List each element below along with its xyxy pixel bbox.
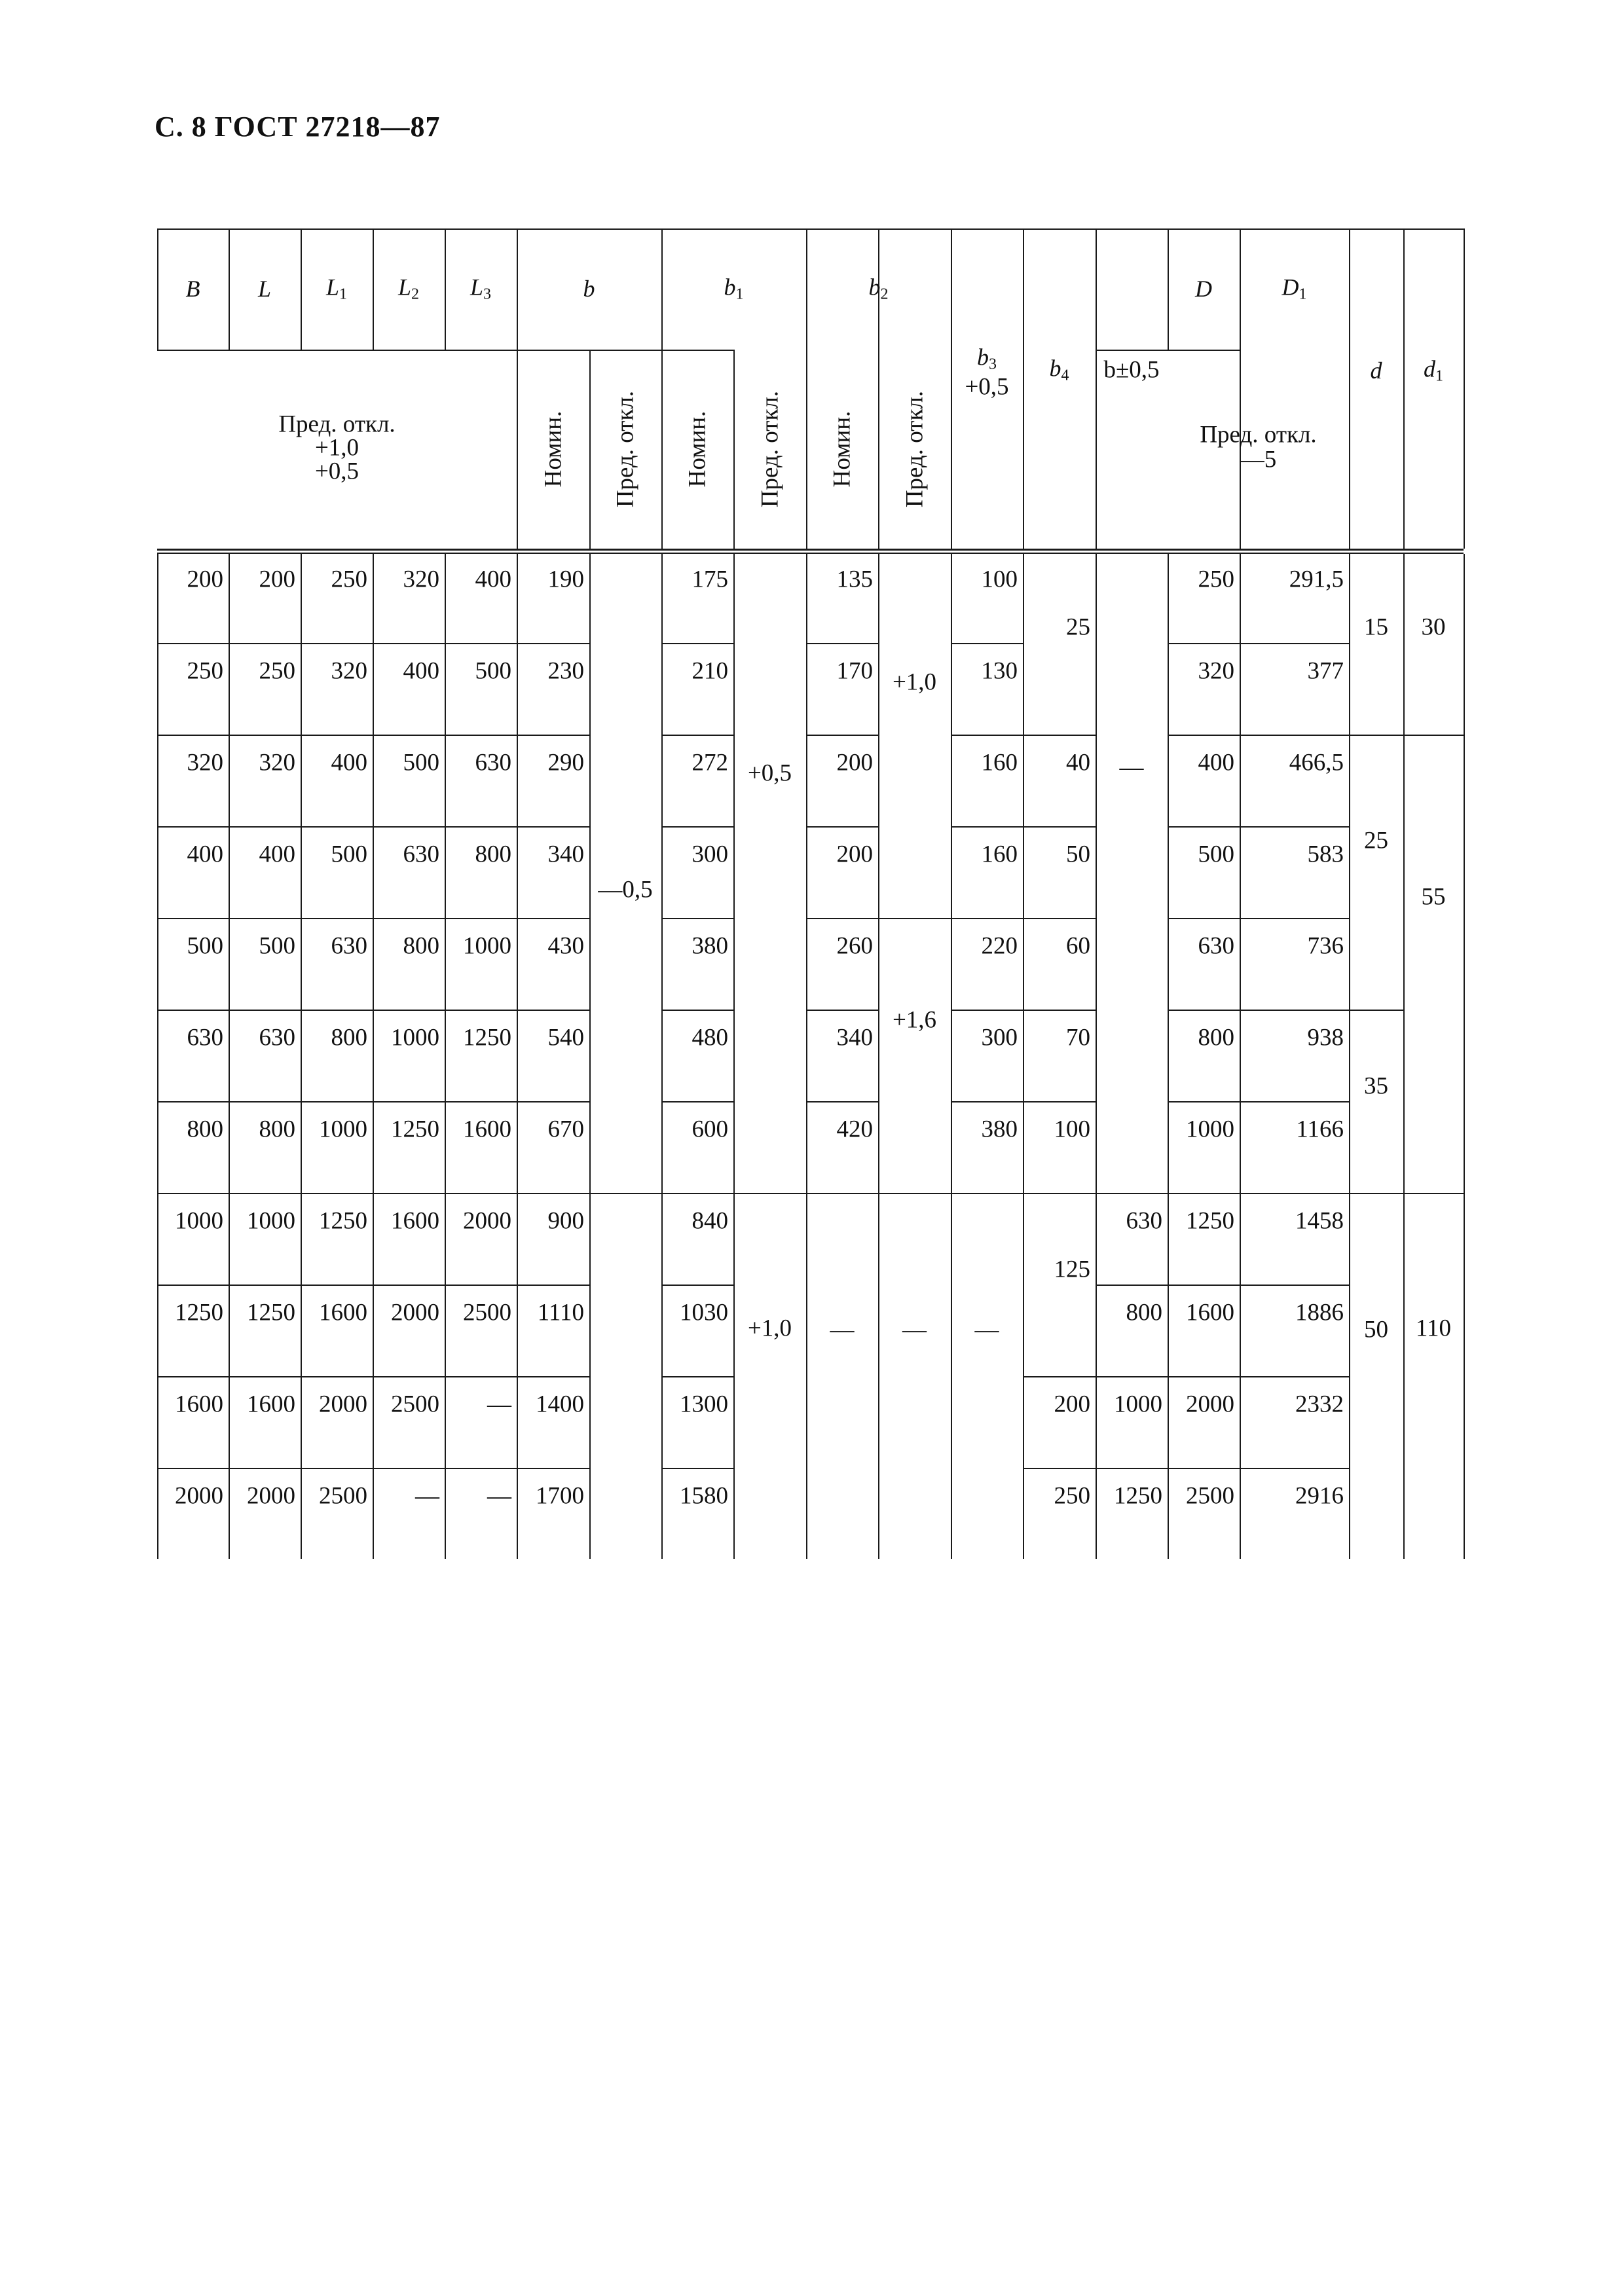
row-rule (1168, 1010, 1403, 1011)
table-cell-d1: 1886 (1295, 1299, 1344, 1326)
row-rule (951, 643, 1023, 644)
table-cell-b1: 480 (691, 1024, 728, 1051)
row-rule (1168, 826, 1349, 828)
table-cell-b4: 60 (1066, 932, 1090, 960)
b3-dash: — (974, 1316, 999, 1343)
table-cell-l2: 1000 (391, 1024, 439, 1051)
header-tol-lower: +0,5 (314, 458, 359, 485)
table-cell-l1: 250 (331, 566, 367, 593)
table-cell-l1: 320 (331, 657, 367, 685)
body-col-rule (1168, 554, 1169, 1559)
header-b3: $b_3$ (977, 344, 997, 373)
b2-dash: — (830, 1316, 855, 1343)
table-cell-l2: 630 (403, 841, 439, 868)
header-col-rule (589, 350, 591, 549)
row-rule (661, 643, 733, 644)
table-cell-d1: 583 (1307, 841, 1344, 868)
table-cell-b2: 260 (836, 932, 873, 960)
body-col-rule (157, 554, 158, 1559)
body-col-rule (951, 554, 952, 1559)
table-cell-l1: 1600 (319, 1299, 367, 1326)
header-col-rule (229, 228, 230, 350)
table-cell-b: 670 (547, 1116, 584, 1143)
table-cell-b3: 100 (981, 566, 1018, 593)
table-cell-b1: 600 (691, 1116, 728, 1143)
table-cell-l1: 2000 (319, 1391, 367, 1418)
table-cell-l3: 1250 (463, 1024, 511, 1051)
table-cell-b2: 170 (836, 657, 873, 685)
row-rule (806, 735, 878, 736)
header-d: d (1370, 357, 1382, 384)
table-cell-d: 500 (1198, 841, 1234, 868)
header-b2-pred: Пред. откл. (901, 390, 928, 508)
header-D-tol-value: —5 (1240, 446, 1277, 473)
header-b2-nomin: Номин. (828, 410, 856, 488)
d-merged-25: 25 (1364, 827, 1388, 854)
table-cell-l2: 400 (403, 657, 439, 685)
row-rule (806, 1101, 878, 1102)
table-cell-d: 800 (1198, 1024, 1234, 1051)
table-cell-d: 2500 (1186, 1482, 1234, 1510)
body-col-rule (1240, 554, 1241, 1559)
row-rule (661, 826, 733, 828)
b4-merged-a: 25 (1066, 613, 1090, 641)
table-cell-b1: 840 (691, 1207, 728, 1235)
body-col-rule (1403, 554, 1405, 1559)
header-b1-pred: Пред. откл. (756, 390, 783, 508)
header-b4: $b_4$ (1049, 355, 1069, 384)
row-rule (1168, 735, 1349, 736)
table-cell-l: 1600 (247, 1391, 295, 1418)
table-cell-b: 290 (547, 749, 584, 776)
table-cell-b3: 380 (981, 1116, 1018, 1143)
header-bottom-rule (157, 549, 1464, 551)
header-col-rule (301, 228, 302, 350)
table-cell-l2: 2500 (391, 1391, 439, 1418)
header-col-rule (1168, 228, 1169, 350)
row-rule (806, 826, 878, 828)
header-col-rule (1464, 228, 1465, 549)
table-cell-b4: 100 (1054, 1116, 1090, 1143)
table-cell-b: 340 (547, 841, 584, 868)
header-col-rule (517, 228, 518, 549)
table-cell-b1: 175 (691, 566, 728, 593)
d1-merged-55: 55 (1421, 883, 1446, 911)
table-cell-b4: 200 (1054, 1391, 1090, 1418)
table-cell-l2: 1600 (391, 1207, 439, 1235)
table-cell-b2: 340 (836, 1024, 873, 1051)
b-tolerance: —0,5 (598, 876, 653, 903)
header-b-tol: b±0,5 (1103, 356, 1160, 384)
table-cell-b5: 1000 (1114, 1391, 1162, 1418)
table-cell-l: 630 (259, 1024, 295, 1051)
table-cell-d: 250 (1198, 566, 1234, 593)
row-rule (1023, 1468, 1349, 1469)
row-rule (806, 643, 878, 644)
table-cell-l3: 630 (475, 749, 511, 776)
table-cell-l2: 1250 (391, 1116, 439, 1143)
table-cell-l: 2000 (247, 1482, 295, 1510)
table-cell-d: 2000 (1186, 1391, 1234, 1418)
header-L2: $L_2$ (397, 274, 420, 303)
table-cell-b5: 630 (1126, 1207, 1162, 1235)
body-col-rule (229, 554, 230, 1559)
page-title: С. 8 ГОСТ 27218—87 (155, 111, 441, 143)
table-cell-b: 1600 (175, 1391, 223, 1418)
table-cell-l: 400 (259, 841, 295, 868)
table-cell-l: 250 (259, 657, 295, 685)
table-cell-l1: 1000 (319, 1116, 367, 1143)
table-cell-l: 320 (259, 749, 295, 776)
table-cell-b: 190 (547, 566, 584, 593)
body-col-rule (589, 554, 591, 1559)
body-col-rule (373, 554, 374, 1559)
header-col-rule (1096, 228, 1097, 549)
table-cell-b: 900 (547, 1207, 584, 1235)
table-cell-l1: 800 (331, 1024, 367, 1051)
header-col-rule (1349, 228, 1350, 549)
table-cell-b: 500 (187, 932, 223, 960)
table-cell-l2: — (415, 1482, 439, 1510)
table-cell-b: 320 (187, 749, 223, 776)
table-cell-l2: 2000 (391, 1299, 439, 1326)
table-cell-l1: 2500 (319, 1482, 367, 1510)
table-cell-b1: 1300 (680, 1391, 728, 1418)
table-cell-l3: 800 (475, 841, 511, 868)
header-b2: $b_2$ (868, 274, 889, 303)
d-merged-50: 50 (1364, 1316, 1388, 1343)
table-cell-b1: 210 (691, 657, 728, 685)
table-cell-l2: 320 (403, 566, 439, 593)
row-rule (1096, 1285, 1349, 1286)
table-cell-d1: 377 (1307, 657, 1344, 685)
d1-merged-110: 110 (1415, 1315, 1452, 1342)
b2-tolerance-dash: — (902, 1316, 927, 1343)
row-rule (661, 1285, 733, 1286)
b1-tolerance-b: +1,0 (747, 1315, 792, 1342)
header-col-rule (1023, 228, 1024, 549)
b2-tolerance-a: +1,0 (892, 668, 937, 696)
b-tol-dash: — (1119, 754, 1144, 781)
table-cell-b: 630 (187, 1024, 223, 1051)
table-cell-b1: 380 (691, 932, 728, 960)
row-rule (1168, 643, 1349, 644)
body-col-rule (301, 554, 302, 1559)
body-col-rule (661, 554, 663, 1559)
table-cell-b1: 272 (691, 749, 728, 776)
header-col-rule (951, 228, 952, 549)
table-cell-b2: 200 (836, 749, 873, 776)
row-rule (1168, 1101, 1349, 1102)
header-col-rule (1240, 228, 1241, 549)
table-cell-d1: 2916 (1295, 1482, 1344, 1510)
b1-tolerance-a: +0,5 (747, 759, 792, 787)
table-cell-d: 1250 (1186, 1207, 1234, 1235)
body-col-rule (1096, 554, 1097, 1559)
header-top-rule (157, 228, 1464, 230)
table-cell-l1: 500 (331, 841, 367, 868)
header-col-rule (733, 350, 735, 549)
body-col-rule (517, 554, 518, 1559)
table-cell-b2: 135 (836, 566, 873, 593)
header-D1: $D_1$ (1281, 274, 1307, 303)
table-cell-b5: 1250 (1114, 1482, 1162, 1510)
table-cell-d1: 466,5 (1289, 749, 1344, 776)
table-cell-l: 1250 (247, 1299, 295, 1326)
header-col-rule (373, 228, 374, 350)
table-cell-b4: 40 (1066, 749, 1090, 776)
table-cell-l: 800 (259, 1116, 295, 1143)
header-D-tol-label: Пред. откл. (1200, 421, 1317, 448)
row-rule (661, 1010, 733, 1011)
body-col-rule (806, 554, 807, 1559)
body-col-rule (1349, 554, 1350, 1559)
table-cell-b: 1700 (536, 1482, 584, 1510)
header-b-pred: Пред. откл. (612, 390, 639, 508)
header-b3-tolerance: +0,5 (965, 373, 1009, 401)
row-rule (661, 1468, 733, 1469)
table-cell-l1: 1250 (319, 1207, 367, 1235)
header-B: B (185, 276, 200, 302)
table-cell-b: 800 (187, 1116, 223, 1143)
d1-merged-30: 30 (1421, 613, 1446, 641)
table-cell-b: 230 (547, 657, 584, 685)
header-col-rule (445, 228, 446, 350)
row-rule (661, 918, 733, 919)
table-cell-d: 630 (1198, 932, 1234, 960)
header-L: L (257, 276, 272, 302)
table-cell-b: 400 (187, 841, 223, 868)
table-cell-b: 200 (187, 566, 223, 593)
table-cell-d1: 736 (1307, 932, 1344, 960)
body-col-rule (878, 554, 879, 1559)
table-cell-d1: 1458 (1295, 1207, 1344, 1235)
table-cell-b3: 300 (981, 1024, 1018, 1051)
table-cell-d1: 938 (1307, 1024, 1344, 1051)
table-cell-d: 1600 (1186, 1299, 1234, 1326)
header-col-rule (1403, 228, 1405, 549)
table-cell-b3: 220 (981, 932, 1018, 960)
table-cell-l1: 630 (331, 932, 367, 960)
body-col-rule (445, 554, 446, 1559)
row-rule (157, 1193, 1464, 1194)
table-cell-b5: 800 (1126, 1299, 1162, 1326)
table-cell-b1: 1030 (680, 1299, 728, 1326)
table-cell-d1: 1166 (1296, 1116, 1344, 1143)
header-b1-nomin: Номин. (684, 410, 711, 488)
header-mid-rule (157, 350, 733, 351)
table-cell-b3: 160 (981, 841, 1018, 868)
d-merged-35: 35 (1364, 1072, 1388, 1100)
table-cell-b3: 130 (981, 657, 1018, 685)
table-cell-l: 500 (259, 932, 295, 960)
table-cell-d: 400 (1198, 749, 1234, 776)
table-cell-l3: 2500 (463, 1299, 511, 1326)
header-b1: $b_1$ (724, 274, 744, 303)
table-cell-b: 1000 (175, 1207, 223, 1235)
body-col-rule (1464, 554, 1465, 1559)
d-merged-15: 15 (1364, 613, 1388, 641)
header-L3: $L_3$ (470, 274, 492, 303)
table-cell-b3: 160 (981, 749, 1018, 776)
table-cell-l: 200 (259, 566, 295, 593)
table-cell-b: 540 (547, 1024, 584, 1051)
row-rule (1023, 1376, 1349, 1377)
table-cell-l3: 400 (475, 566, 511, 593)
header-L1: $L_1$ (325, 274, 348, 303)
table-cell-d1: 291,5 (1289, 566, 1344, 593)
row-rule (661, 735, 733, 736)
table-cell-l3: 1600 (463, 1116, 511, 1143)
table-cell-b: 430 (547, 932, 584, 960)
header-col-rule (661, 228, 663, 549)
table-cell-b2: 420 (836, 1116, 873, 1143)
body-col-rule (1023, 554, 1024, 1559)
table-cell-b1: 1580 (680, 1482, 728, 1510)
header-col-rule (806, 228, 807, 549)
header-bottom-rule-2 (157, 553, 1464, 554)
table-cell-b4: 70 (1066, 1024, 1090, 1051)
table-cell-l3: — (487, 1391, 511, 1418)
table-cell-b1: 300 (691, 841, 728, 868)
table-cell-d: 1000 (1186, 1116, 1234, 1143)
row-rule (661, 1376, 733, 1377)
row-rule (661, 1101, 733, 1102)
b2-tolerance-b: +1,6 (892, 1006, 937, 1034)
table-cell-b4: 50 (1066, 841, 1090, 868)
header-d1: $d_1$ (1424, 355, 1443, 385)
table-cell-b4: 250 (1054, 1482, 1090, 1510)
row-rule (806, 1010, 878, 1011)
table-cell-l3: 1000 (463, 932, 511, 960)
header-mid-rule-D (1096, 350, 1240, 351)
table-cell-l: 1000 (247, 1207, 295, 1235)
header-tol-upper: +1,0 (314, 434, 359, 462)
header-b: b (583, 276, 595, 302)
table-cell-l1: 400 (331, 749, 367, 776)
header-D: D (1195, 276, 1212, 302)
table-cell-l3: 2000 (463, 1207, 511, 1235)
header-col-rule (157, 228, 158, 350)
table-cell-l3: 500 (475, 657, 511, 685)
header-tol-label: Пред. откл. (278, 410, 396, 438)
table-cell-b2: 200 (836, 841, 873, 868)
row-rule (1168, 918, 1349, 919)
table-cell-b: 250 (187, 657, 223, 685)
body-col-rule (733, 554, 735, 1559)
table-cell-b: 1250 (175, 1299, 223, 1326)
table-cell-d: 320 (1198, 657, 1234, 685)
table-cell-l2: 800 (403, 932, 439, 960)
table-cell-b: 1400 (536, 1391, 584, 1418)
table-cell-b: 1110 (537, 1299, 584, 1326)
row-rule (1349, 735, 1464, 736)
table-cell-d1: 2332 (1295, 1391, 1344, 1418)
b4-merged-b: 125 (1054, 1256, 1090, 1283)
table-cell-l3: — (487, 1482, 511, 1510)
header-b-nomin: Номин. (540, 410, 566, 488)
table-cell-b: 2000 (175, 1482, 223, 1510)
table-cell-l2: 500 (403, 749, 439, 776)
